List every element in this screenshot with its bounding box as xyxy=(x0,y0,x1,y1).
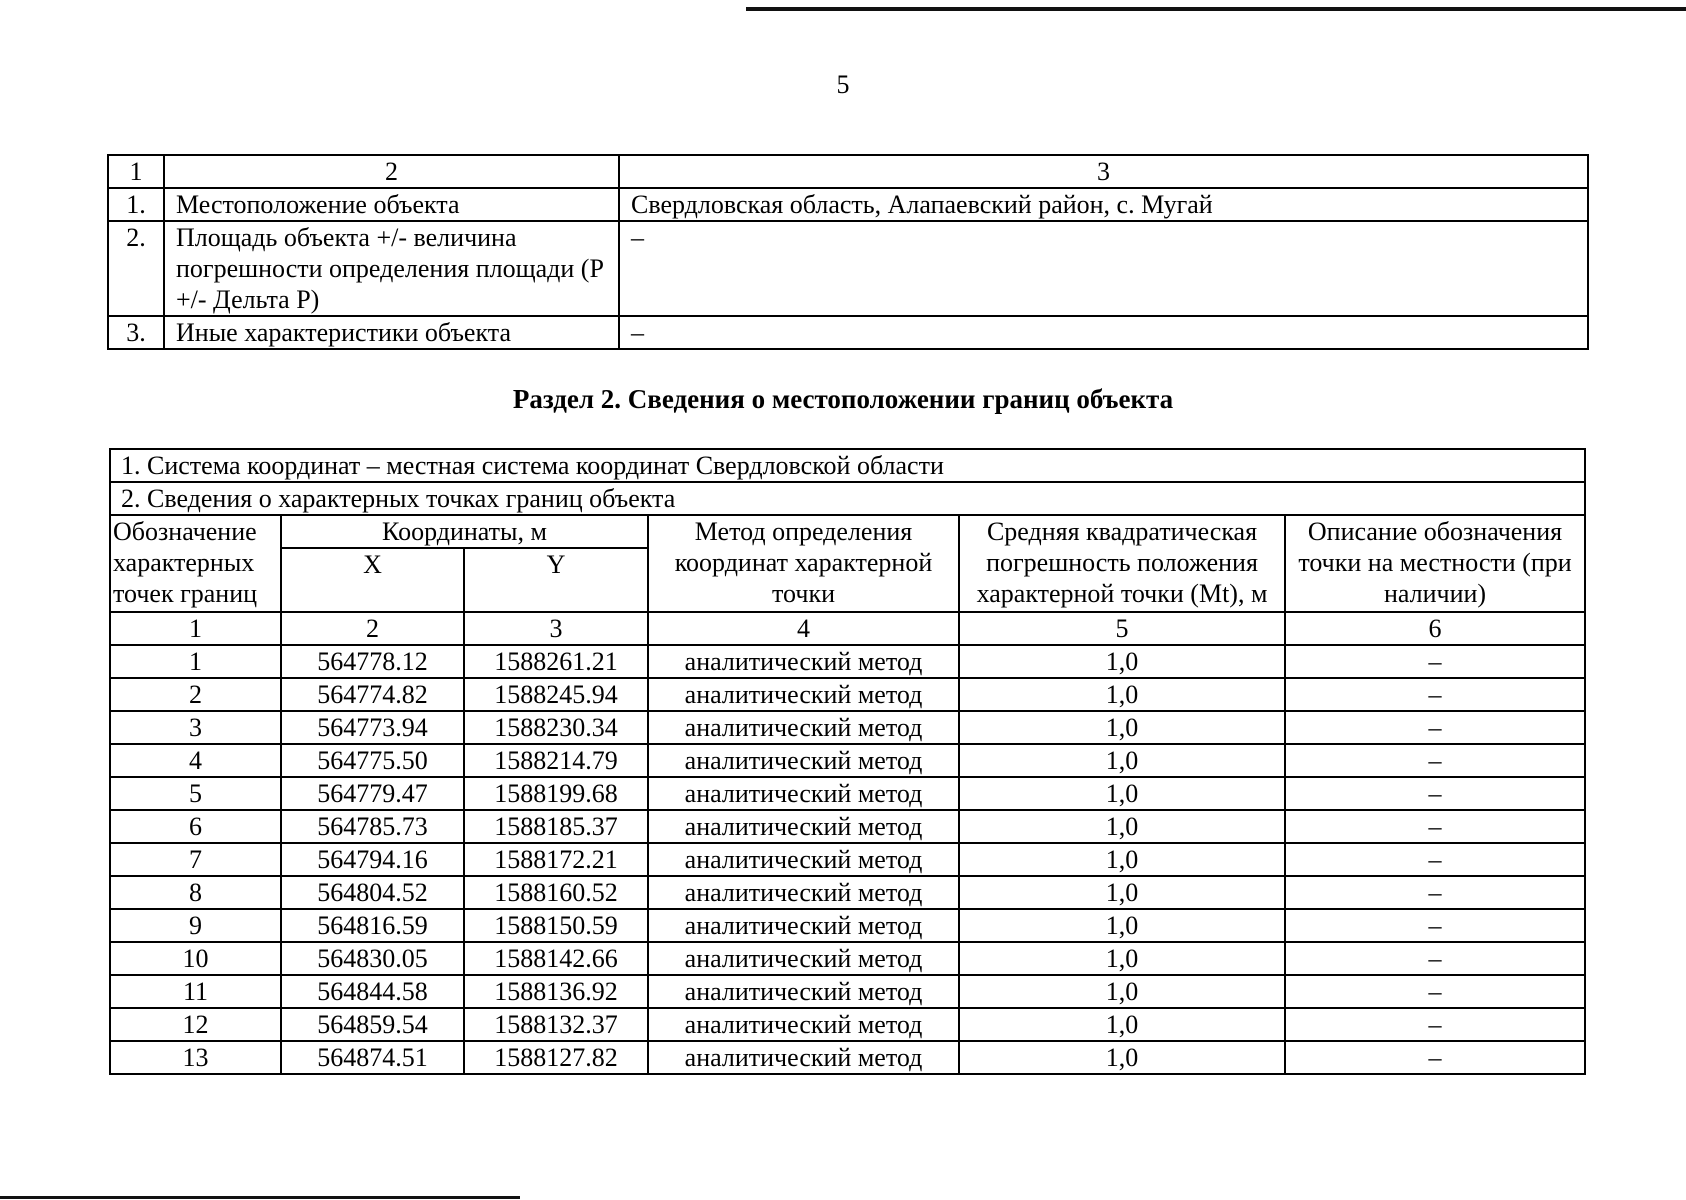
column-numbers-row xyxy=(110,612,1585,645)
point-description: – xyxy=(1285,975,1585,1008)
table-header-row xyxy=(110,515,1585,548)
coordinate-y: 1588230.34 xyxy=(464,711,648,744)
points-info-row xyxy=(110,482,1585,515)
mean-square-error: 1,0 xyxy=(959,744,1285,777)
point-description: – xyxy=(1285,777,1585,810)
coordinate-y: 1588160.52 xyxy=(464,876,648,909)
characteristic-value: Свердловская область, Алапаевский район, с. Мугай xyxy=(619,188,1588,221)
determination-method: аналитический метод xyxy=(648,843,959,876)
mean-square-error: 1,0 xyxy=(959,711,1285,744)
row-number: 1. xyxy=(108,188,164,221)
determination-method: аналитический метод xyxy=(648,1008,959,1041)
point-description: – xyxy=(1285,678,1585,711)
point-description: – xyxy=(1285,843,1585,876)
table-row xyxy=(110,744,1585,777)
table-row xyxy=(110,843,1585,876)
header-method: Метод определения координат характерной точки xyxy=(648,515,959,612)
characteristic-name: Площадь объекта +/- величина погрешности определения площади (Р +/- Дельта Р) xyxy=(164,221,619,316)
determination-method: аналитический метод xyxy=(648,777,959,810)
point-description: – xyxy=(1285,1008,1585,1041)
point-description: – xyxy=(1285,876,1585,909)
table-row xyxy=(110,777,1585,810)
mean-square-error: 1,0 xyxy=(959,645,1285,678)
scan-border-top xyxy=(746,7,1686,11)
table-row xyxy=(108,221,1588,316)
table-body xyxy=(110,645,1585,1074)
section-title: Раздел 2. Сведения о местоположении границ объекта xyxy=(512,384,1174,414)
point-description: – xyxy=(1285,909,1585,942)
point-designation: 4 xyxy=(110,744,281,777)
coordinate-y: 1588245.94 xyxy=(464,678,648,711)
point-description: – xyxy=(1285,711,1585,744)
point-designation: 6 xyxy=(110,810,281,843)
coordinate-y: 1588150.59 xyxy=(464,909,648,942)
point-designation: 13 xyxy=(110,1041,281,1074)
column-number: 3 xyxy=(464,612,648,645)
table-row xyxy=(110,942,1585,975)
coordinate-y: 1588214.79 xyxy=(464,744,648,777)
point-description: – xyxy=(1285,744,1585,777)
point-designation: 9 xyxy=(110,909,281,942)
coordinate-x: 564816.59 xyxy=(281,909,464,942)
column-number: 1 xyxy=(110,612,281,645)
coord-system-row xyxy=(110,449,1585,482)
table-row xyxy=(110,678,1585,711)
header-description: Описание обозначения точки на местности (при наличии) xyxy=(1285,515,1585,612)
coordinate-y: 1588261.21 xyxy=(464,645,648,678)
determination-method: аналитический метод xyxy=(648,942,959,975)
table-row xyxy=(110,909,1585,942)
point-designation: 7 xyxy=(110,843,281,876)
table-row xyxy=(108,316,1588,349)
header-cell: 2 xyxy=(164,155,619,188)
table-row xyxy=(110,810,1585,843)
coordinate-x: 564778.12 xyxy=(281,645,464,678)
determination-method: аналитический метод xyxy=(648,678,959,711)
point-designation: 10 xyxy=(110,942,281,975)
coordinate-x: 564844.58 xyxy=(281,975,464,1008)
table-row xyxy=(110,645,1585,678)
header-cell: 3 xyxy=(619,155,1588,188)
header-x: X xyxy=(281,548,464,612)
column-number: 6 xyxy=(1285,612,1585,645)
determination-method: аналитический метод xyxy=(648,711,959,744)
point-designation: 5 xyxy=(110,777,281,810)
row-number: 3. xyxy=(108,316,164,349)
coordinate-y: 1588142.66 xyxy=(464,942,648,975)
point-designation: 11 xyxy=(110,975,281,1008)
determination-method: аналитический метод xyxy=(648,1041,959,1074)
table-row xyxy=(110,1041,1585,1074)
mean-square-error: 1,0 xyxy=(959,942,1285,975)
characteristic-value: – xyxy=(619,316,1588,349)
determination-method: аналитический метод xyxy=(648,744,959,777)
coordinate-x: 564830.05 xyxy=(281,942,464,975)
characteristic-name: Местоположение объекта xyxy=(164,188,619,221)
scan-border-bottom xyxy=(0,1196,520,1199)
characteristic-value: – xyxy=(619,221,1588,316)
mean-square-error: 1,0 xyxy=(959,1041,1285,1074)
point-description: – xyxy=(1285,810,1585,843)
table-row xyxy=(108,188,1588,221)
boundary-points-table xyxy=(109,448,1586,1075)
mean-square-error: 1,0 xyxy=(959,777,1285,810)
point-designation: 8 xyxy=(110,876,281,909)
header-cell: 1 xyxy=(108,155,164,188)
coordinate-y: 1588185.37 xyxy=(464,810,648,843)
coordinate-x: 564859.54 xyxy=(281,1008,464,1041)
mean-square-error: 1,0 xyxy=(959,678,1285,711)
table-row xyxy=(110,711,1585,744)
determination-method: аналитический метод xyxy=(648,975,959,1008)
header-designation: Обозначение характерных точек границ xyxy=(110,515,281,612)
point-description: – xyxy=(1285,942,1585,975)
point-description: – xyxy=(1285,1041,1585,1074)
header-y: Y xyxy=(464,548,648,612)
mean-square-error: 1,0 xyxy=(959,975,1285,1008)
header-error: Средняя квадратическая погрешность положения характерной точки (Mt), м xyxy=(959,515,1285,612)
coordinate-x: 564804.52 xyxy=(281,876,464,909)
page-number: 5 xyxy=(836,70,850,99)
point-designation: 2 xyxy=(110,678,281,711)
coordinate-x: 564774.82 xyxy=(281,678,464,711)
coordinate-x: 564775.50 xyxy=(281,744,464,777)
coordinate-x: 564779.47 xyxy=(281,777,464,810)
coordinate-y: 1588136.92 xyxy=(464,975,648,1008)
table-row xyxy=(110,1008,1585,1041)
mean-square-error: 1,0 xyxy=(959,810,1285,843)
coordinate-x: 564874.51 xyxy=(281,1041,464,1074)
column-number: 2 xyxy=(281,612,464,645)
coord-system-text: 1. Система координат – местная система координат Свердловской области xyxy=(110,449,1585,482)
column-number: 4 xyxy=(648,612,959,645)
object-characteristics-table xyxy=(107,154,1589,350)
row-number: 2. xyxy=(108,221,164,316)
determination-method: аналитический метод xyxy=(648,810,959,843)
coordinate-x: 564794.16 xyxy=(281,843,464,876)
mean-square-error: 1,0 xyxy=(959,1008,1285,1041)
mean-square-error: 1,0 xyxy=(959,843,1285,876)
characteristic-name: Иные характеристики объекта xyxy=(164,316,619,349)
point-description: – xyxy=(1285,645,1585,678)
point-designation: 12 xyxy=(110,1008,281,1041)
coordinate-y: 1588127.82 xyxy=(464,1041,648,1074)
table-row xyxy=(110,975,1585,1008)
coordinate-x: 564785.73 xyxy=(281,810,464,843)
point-designation: 1 xyxy=(110,645,281,678)
mean-square-error: 1,0 xyxy=(959,909,1285,942)
mean-square-error: 1,0 xyxy=(959,876,1285,909)
table-header-row xyxy=(108,155,1588,188)
column-number: 5 xyxy=(959,612,1285,645)
point-designation: 3 xyxy=(110,711,281,744)
points-info-text: 2. Сведения о характерных точках границ объекта xyxy=(110,482,1585,515)
coordinate-y: 1588132.37 xyxy=(464,1008,648,1041)
determination-method: аналитический метод xyxy=(648,876,959,909)
determination-method: аналитический метод xyxy=(648,645,959,678)
coordinate-x: 564773.94 xyxy=(281,711,464,744)
determination-method: аналитический метод xyxy=(648,909,959,942)
header-coordinates: Координаты, м xyxy=(281,515,648,548)
table-row xyxy=(110,876,1585,909)
coordinate-y: 1588172.21 xyxy=(464,843,648,876)
coordinate-y: 1588199.68 xyxy=(464,777,648,810)
